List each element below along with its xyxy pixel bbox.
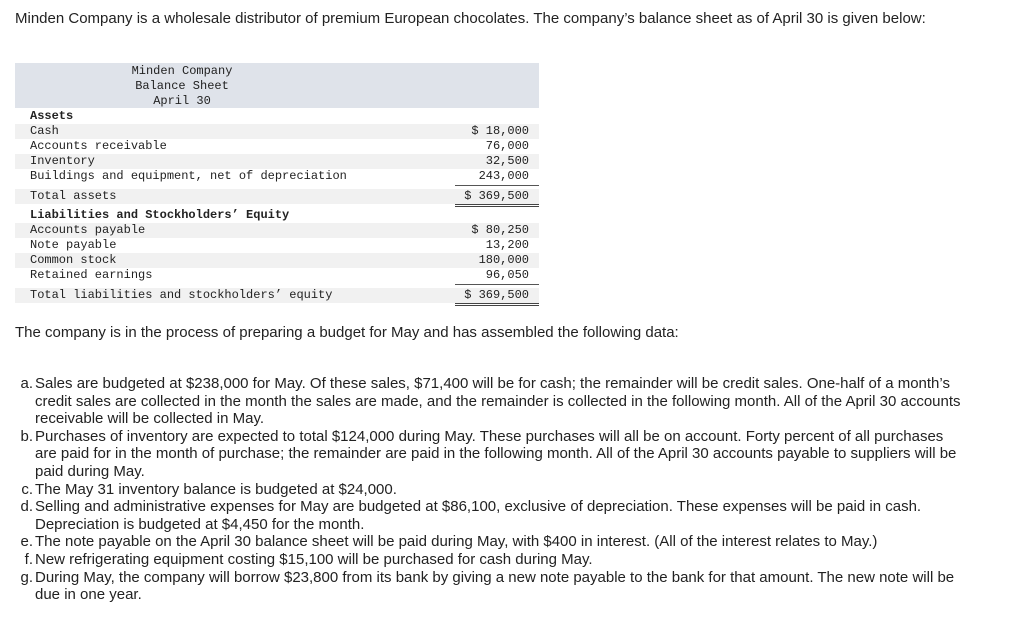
item-text: During May, the company will borrow $23,800 from its bank by giving a new note payable to the bank for that amount. The new note will be due in one year.	[35, 568, 955, 604]
list-item	[17, 375, 967, 428]
row-amount: 13,200	[485, 238, 529, 252]
row-label: Buildings and equipment, net of depreciation	[30, 169, 347, 183]
row-label: Accounts receivable	[30, 139, 167, 153]
item-letter: c.	[21, 480, 33, 498]
item-text: The note payable on the April 30 balance sheet will be paid during May, with $400 in interest. (All of the interest relates to May.)	[35, 533, 878, 551]
row-amount: $ 80,250	[471, 223, 529, 237]
row-amount: $ 369,500	[464, 189, 529, 203]
row-label: Inventory	[30, 154, 95, 168]
subtotal-rule	[455, 284, 539, 285]
table-row	[15, 253, 539, 268]
table-row	[15, 268, 539, 283]
item-text: Sales are budgeted at $238,000 for May. Of these sales, $71,400 will be for cash; the remainder will be credit sales. One-half of a month’s credit sales are collected in the month the sales are made, and the remainder is collected in the following month. All of the April 30 accounts receivable will be collected in May.	[35, 375, 961, 428]
statement-title: Balance Sheet	[135, 79, 229, 93]
row-label: Cash	[30, 124, 59, 138]
item-letter: d.	[20, 498, 33, 516]
row-amount: 243,000	[478, 169, 529, 183]
liabilities-heading-row	[15, 208, 539, 223]
item-letter: b.	[20, 427, 33, 445]
table-row	[15, 223, 539, 238]
total-double-rule	[455, 303, 539, 306]
item-letter: f.	[24, 550, 33, 568]
list-item	[17, 481, 967, 499]
total-double-rule	[455, 204, 539, 207]
list-item	[17, 569, 967, 604]
balance-sheet-table	[15, 63, 539, 307]
row-label: Common stock	[30, 253, 117, 267]
intro-paragraph: Minden Company is a wholesale distributor of premium European chocolates. The company’s balance sheet as of April 30 is given below:	[15, 10, 926, 27]
item-text: New refrigerating equipment costing $15,100 will be purchased for cash during May.	[35, 550, 593, 568]
row-amount: 76,000	[485, 139, 529, 153]
statement-date: April 30	[153, 94, 211, 108]
item-letter: g.	[20, 568, 33, 586]
row-label: Total liabilities and stockholders’ equity	[30, 288, 333, 302]
budget-intro-text: The company is in the process of preparing a budget for May and has assembled the following data:	[15, 324, 679, 341]
table-row	[15, 139, 539, 154]
row-label: Total assets	[30, 189, 117, 203]
total-liabilities-row	[15, 288, 539, 303]
list-item	[17, 551, 967, 569]
list-item	[17, 498, 967, 533]
table-row	[15, 124, 539, 139]
assets-heading: Assets	[30, 109, 74, 123]
row-label: Note payable	[30, 238, 117, 252]
row-amount: 32,500	[485, 154, 529, 168]
row-amount: 180,000	[478, 253, 529, 267]
table-row	[15, 169, 539, 184]
row-amount: $ 18,000	[471, 124, 529, 138]
assets-heading-row	[15, 109, 539, 124]
row-label: Accounts payable	[30, 223, 146, 237]
list-item	[17, 533, 967, 551]
balance-sheet-header	[15, 63, 539, 108]
table-row	[15, 154, 539, 169]
item-letter: a.	[20, 375, 33, 392]
liabilities-heading: Liabilities and Stockholders’ Equity	[30, 208, 290, 222]
item-text: Selling and administrative expenses for May are budgeted at $86,100, exclusive of depreciation. These expenses will be paid in cash. Depreciation is budgeted at $4,450 for the month.	[35, 498, 922, 533]
item-letter: e.	[20, 533, 33, 551]
row-label: Retained earnings	[30, 268, 153, 282]
table-row	[15, 238, 539, 253]
row-amount: $ 369,500	[464, 288, 529, 302]
subtotal-rule	[455, 185, 539, 186]
item-text: The May 31 inventory balance is budgeted at $24,000.	[35, 480, 397, 498]
row-amount: 96,050	[485, 268, 529, 282]
item-text: Purchases of inventory are expected to total $124,000 during May. These purchases will all be on account. Forty percent of all purchases are paid for in the month of purchase; the remainder are paid in the following month. All of the April 30 accounts payable to suppliers will be paid during May.	[35, 427, 957, 480]
total-assets-row	[15, 189, 539, 204]
company-name: Minden Company	[131, 64, 233, 78]
budget-data-list	[17, 375, 967, 604]
list-item	[17, 428, 967, 481]
